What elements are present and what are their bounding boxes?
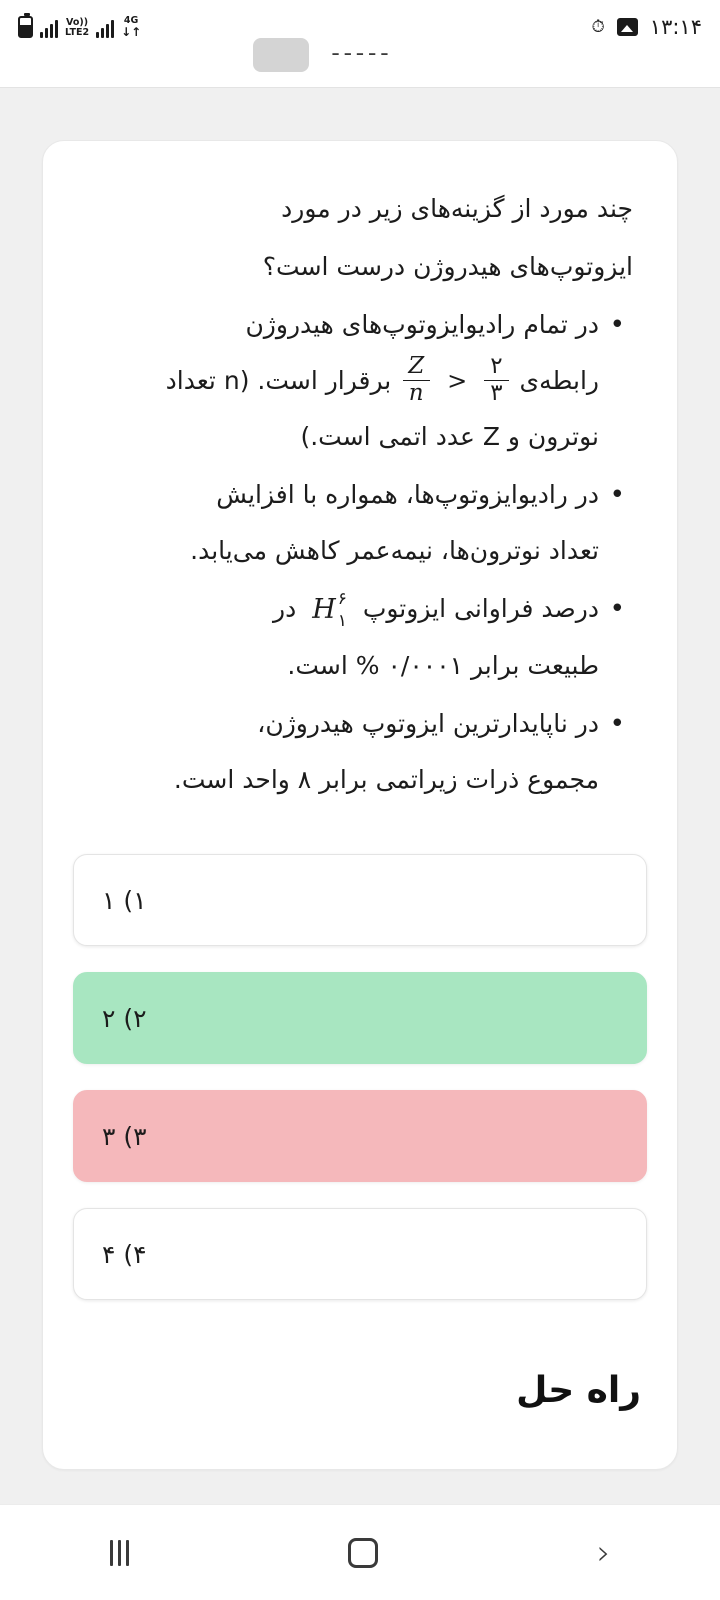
image-icon (617, 18, 638, 36)
bullet-4-line-b: مجموع ذرات زیراتمی برابر ۸ واحد است. (173, 765, 599, 794)
question-lead-line-2: ایزوتوپ‌های هیدروژن درست است؟ (262, 252, 633, 281)
status-bar-left (18, 16, 141, 38)
android-navigation-bar (0, 1504, 720, 1600)
lte-label: LTE2 (65, 27, 90, 38)
question-card (42, 140, 678, 1470)
scrolled-top-strip (0, 36, 720, 88)
volte-label: Vo)) (66, 17, 89, 28)
bullet-1-line-c: نوترون و Z عدد اتمی است.) (300, 422, 599, 451)
nuclide-mass-number: ۶ (337, 589, 347, 609)
bullet-1-text-after: برقرار است. (n تعداد (165, 366, 392, 395)
percent-sign: % (355, 651, 380, 680)
question-bullet-3 (77, 581, 633, 694)
option-3[interactable]: ۳) ۳ (73, 1090, 647, 1182)
option-2[interactable]: ۲) ۲ (73, 972, 647, 1064)
bullet-2-line-b: تعداد نوترون‌ها، نیمه‌عمر کاهش می‌یابد. (190, 536, 599, 565)
alarm-icon: ⏱ (591, 16, 605, 37)
question-bullet-list (77, 297, 633, 808)
home-icon[interactable] (348, 1538, 378, 1568)
bullet-3-text-after-value: است. (287, 651, 348, 680)
back-icon[interactable]: › (596, 1532, 611, 1573)
fraction-z-n-denominator: n (403, 380, 430, 407)
fraction-z-n (402, 354, 430, 407)
bullet-1-text-before: رابطه‌ی (519, 366, 599, 395)
nuclide-atomic-number: ۱ (337, 611, 347, 631)
page-body (0, 88, 720, 1504)
recents-icon[interactable] (110, 1540, 129, 1566)
bullet-1-line-b (77, 353, 599, 409)
battery-icon (18, 16, 33, 38)
bullet-2-line-a: در رادیوایزوتوپ‌ها، همواره با افزایش (216, 480, 599, 509)
data-transfer-icon: ↓↑ (121, 25, 142, 39)
bullet-3-line-a: درصد فراوانی ایزوتوپ (362, 594, 599, 623)
bullet-3-text-before-value: طبیعت برابر (471, 651, 599, 680)
bullet-1-line-a: در تمام رادیوایزوتوپ‌های هیدروژن (245, 310, 599, 339)
question-bullet-2 (77, 467, 633, 579)
nuclide-symbol: H (312, 594, 336, 625)
less-than-operator: < (447, 367, 468, 395)
nuclide-indices (338, 589, 347, 631)
top-strip-pill[interactable] (253, 38, 309, 72)
network-label-4g (121, 16, 141, 38)
question-bullet-1 (77, 297, 633, 465)
question-text (73, 181, 647, 808)
question-bullet-4 (77, 696, 633, 808)
option-1[interactable]: ۱) ۱ (73, 854, 647, 946)
4g-label: 4G (123, 15, 139, 26)
fraction-2-3-numerator: ۲ (490, 352, 503, 379)
bullet-3-value: ۰/۰۰۰۱ (387, 651, 464, 680)
option-4[interactable]: ۴) ۴ (73, 1208, 647, 1300)
bullet-3-line-b (77, 638, 599, 694)
bullet-3-text-after: در (273, 594, 297, 623)
fraction-z-n-numerator: Z (408, 352, 425, 379)
solution-heading: راه حل (516, 1370, 641, 1411)
fraction-2-3-denominator: ۳ (484, 380, 508, 407)
nuclide-hydrogen-6 (312, 582, 347, 638)
answer-options (73, 854, 647, 1300)
fraction-2-3 (484, 354, 508, 407)
question-lead-line-1: چند مورد از گزینه‌های زیر در مورد (281, 194, 633, 223)
bullet-4-line-a: در ناپایدارترین ایزوتوپ هیدروژن، (257, 709, 599, 738)
network-label-lte (65, 18, 89, 38)
status-bar-clock: ۱۳:۱۴ (649, 15, 702, 39)
top-strip-faded-text: ـ ـ ـ ـ ـ (332, 36, 388, 60)
